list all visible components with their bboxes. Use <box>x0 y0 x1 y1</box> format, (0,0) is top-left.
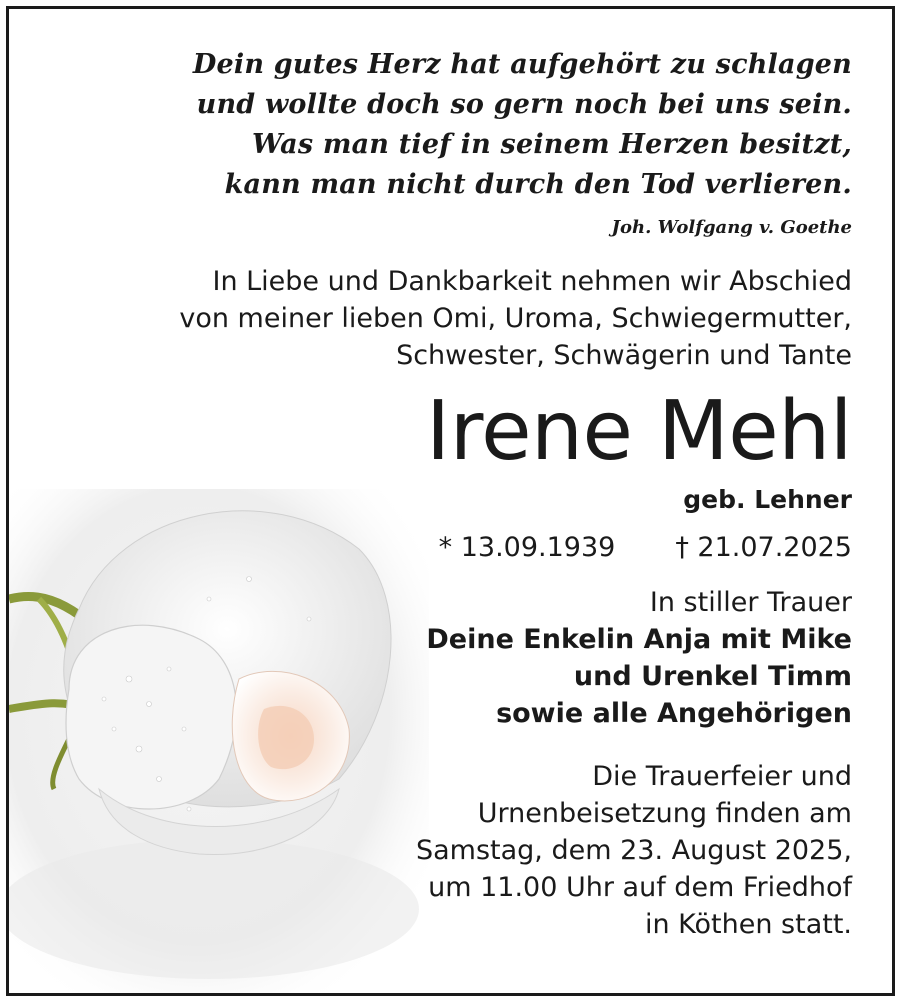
ceremony-info <box>72 758 852 943</box>
ceremony-line: in Köthen statt. <box>644 909 852 940</box>
birth-date: * 13.09.1939 <box>438 532 616 563</box>
mourners-list <box>72 621 852 732</box>
poem-line: Was man tief in seinem Herzen besitzt, <box>251 129 852 160</box>
farewell-line: Schwester, Schwägerin und Tante <box>396 340 852 371</box>
mourner-line: und Urenkel Timm <box>573 661 852 692</box>
life-dates <box>72 528 852 568</box>
farewell-line: von meiner lieben Omi, Uroma, Schwiegermutter, <box>179 303 852 334</box>
farewell-line: In Liebe und Dankbarkeit nehmen wir Abschied <box>212 266 852 297</box>
ceremony-line: Samstag, dem 23. August 2025, <box>415 835 852 866</box>
notice-text <box>72 9 852 943</box>
poem-line: Dein gutes Herz hat aufgehört zu schlagen <box>192 49 852 80</box>
poem-line: und wollte doch so gern noch bei uns sein. <box>196 89 852 120</box>
mourner-line: sowie alle Angehörigen <box>496 698 852 729</box>
memorial-poem <box>72 45 852 205</box>
poem-line: kann man nicht durch den Tod verlieren. <box>224 169 852 200</box>
deceased-name: Irene Mehl <box>426 384 852 479</box>
ceremony-line: um 11.00 Uhr auf dem Friedhof <box>428 872 852 903</box>
birth-name: geb. Lehner <box>683 485 852 514</box>
farewell-text <box>72 263 852 374</box>
ceremony-line: Die Trauerfeier und <box>592 761 852 792</box>
obituary-notice <box>6 6 895 996</box>
mourner-line: Deine Enkelin Anja mit Mike <box>426 624 852 655</box>
poem-author: Joh. Wolfgang v. Goethe <box>611 217 852 238</box>
mourning-intro: In stiller Trauer <box>649 587 852 618</box>
death-date: † 21.07.2025 <box>675 532 852 563</box>
ceremony-line: Urnenbeisetzung finden am <box>477 798 852 829</box>
